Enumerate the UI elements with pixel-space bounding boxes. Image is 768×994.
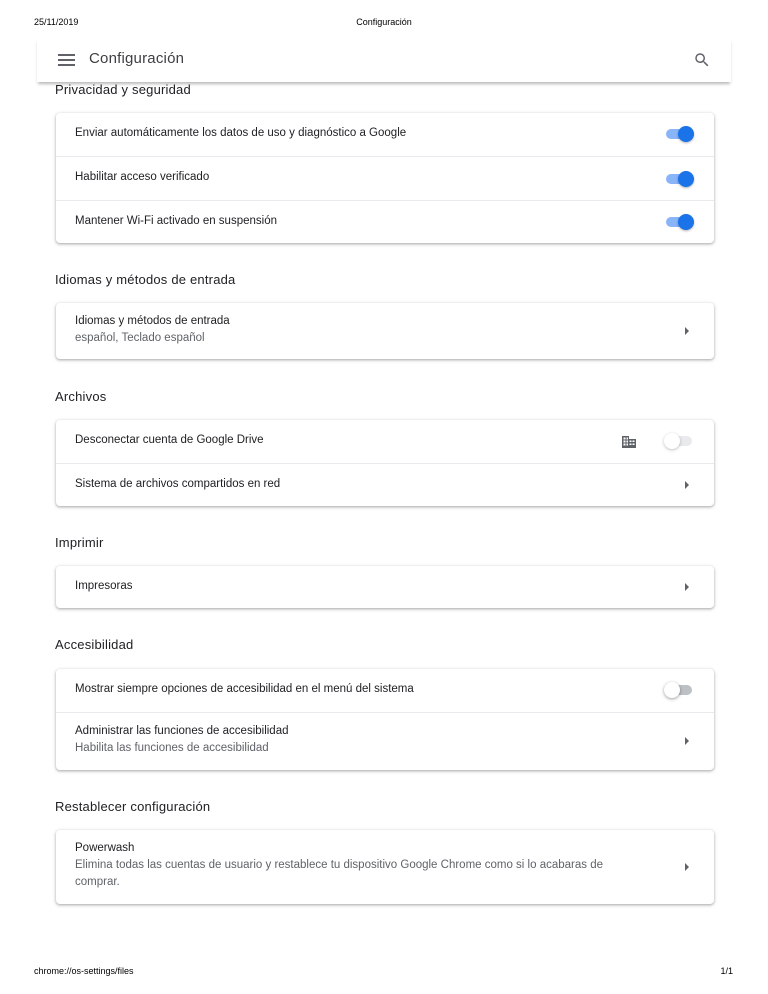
section-title-printing: Imprimir — [55, 535, 104, 550]
row-label: Mostrar siempre opciones de accesibilidad en el menú del sistema — [75, 683, 414, 695]
row-label: Mantener Wi-Fi activado en suspensión — [75, 215, 277, 227]
card-languages — [56, 303, 714, 359]
row-label: Powerwash — [75, 842, 135, 854]
card-accessibility — [56, 669, 714, 770]
chevron-right-icon[interactable] — [685, 481, 689, 489]
verified-access-toggle[interactable] — [664, 171, 694, 187]
row-languages[interactable] — [56, 303, 714, 359]
row-sublabel: Habilita las funciones de accesibilidad — [75, 742, 269, 754]
card-files — [56, 420, 714, 506]
print-page-number: 1/1 — [720, 966, 733, 976]
row-sublabel: español, Teclado español — [75, 332, 205, 344]
disconnect-drive-toggle[interactable] — [664, 433, 694, 449]
row-sublabel: Elimina todas las cuentas de usuario y restablece tu dispositivo Google Chrome como si lo acabaras de comprar. — [75, 859, 604, 888]
usage-stats-toggle[interactable] — [664, 126, 694, 142]
hamburger-menu-icon[interactable] — [58, 54, 75, 66]
enterprise-icon — [621, 435, 637, 449]
page-title: Configuración — [89, 50, 185, 67]
row-printers[interactable] — [56, 566, 714, 608]
row-disconnect-drive[interactable] — [56, 420, 714, 463]
a11y-menu-toggle[interactable] — [664, 682, 694, 698]
wifi-sleep-toggle[interactable] — [664, 214, 694, 230]
settings-toolbar — [37, 38, 731, 82]
row-wifi-sleep[interactable] — [56, 200, 714, 243]
row-label: Idiomas y métodos de entrada — [75, 315, 230, 327]
row-a11y-menu[interactable] — [56, 669, 714, 712]
row-smb-shares[interactable] — [56, 463, 714, 506]
section-title-accessibility: Accesibilidad — [55, 637, 134, 652]
chevron-right-icon[interactable] — [685, 737, 689, 745]
print-title: Configuración — [356, 17, 412, 27]
card-printing — [56, 566, 714, 608]
section-title-files: Archivos — [55, 389, 107, 404]
chevron-right-icon[interactable] — [685, 583, 689, 591]
section-title-reset: Restablecer configuración — [55, 799, 211, 814]
section-title-privacy: Privacidad y seguridad — [55, 82, 191, 97]
row-usage-stats[interactable] — [56, 113, 714, 156]
chevron-right-icon[interactable] — [685, 327, 689, 335]
search-icon[interactable] — [693, 51, 711, 69]
row-label: Desconectar cuenta de Google Drive — [75, 434, 264, 446]
print-date: 25/11/2019 — [34, 17, 79, 27]
row-label: Sistema de archivos compartidos en red — [75, 478, 281, 490]
row-label: Impresoras — [75, 580, 133, 592]
card-reset — [56, 830, 714, 904]
row-verified-access[interactable] — [56, 156, 714, 200]
chevron-right-icon[interactable] — [685, 863, 689, 871]
print-url: chrome://os-settings/files — [34, 966, 134, 976]
row-label: Habilitar acceso verificado — [75, 171, 210, 183]
section-title-languages: Idiomas y métodos de entrada — [55, 272, 236, 287]
row-label: Enviar automáticamente los datos de uso y diagnóstico a Google — [75, 127, 407, 139]
card-privacy — [56, 113, 714, 243]
row-powerwash[interactable] — [56, 830, 714, 904]
row-manage-a11y[interactable] — [56, 712, 714, 770]
row-label: Administrar las funciones de accesibilidad — [75, 725, 289, 737]
